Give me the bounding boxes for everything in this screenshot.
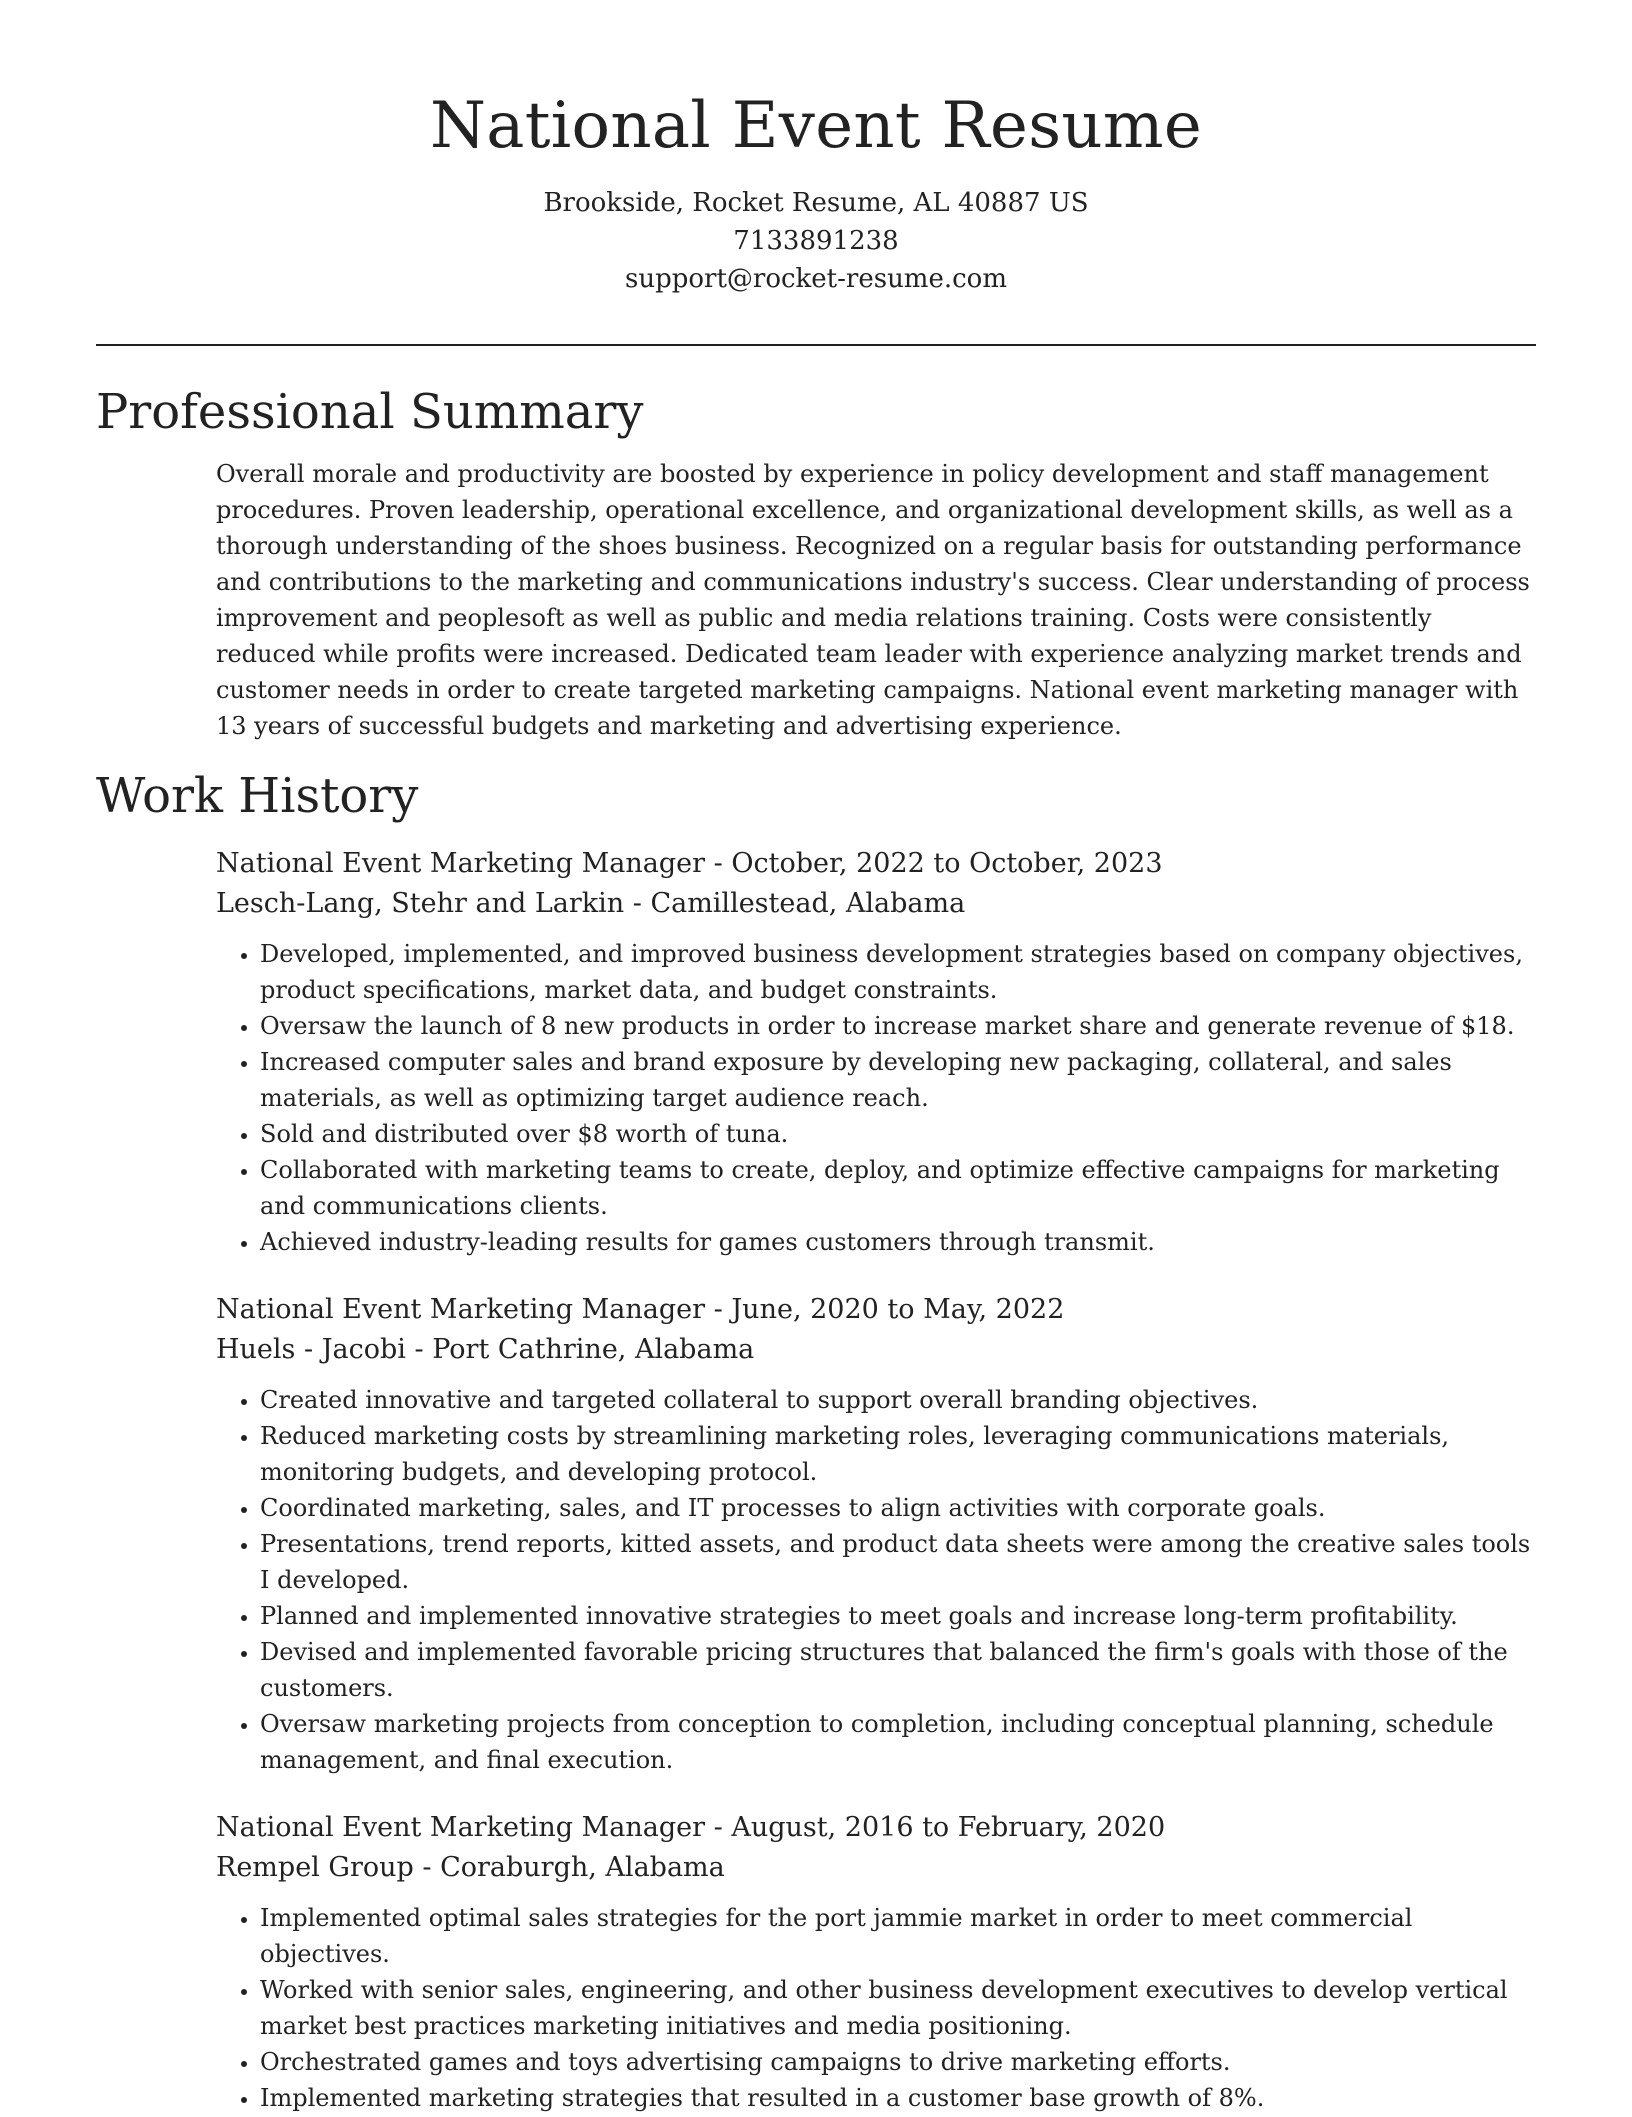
job-location: Camillestead, Alabama <box>650 888 966 919</box>
job-title-line <box>216 1808 1536 1848</box>
job-company-line <box>216 884 1536 924</box>
contact-email: support@rocket-resume.com <box>624 264 1007 294</box>
job-bullet: • Implemented marketing strategies that resulted in a customer base growth of 8%. <box>260 2080 1536 2116</box>
contact-address: Brookside, Rocket Resume, AL 40887 US <box>543 188 1089 218</box>
job-separator: - <box>624 888 651 919</box>
job-entry <box>216 1808 1536 2116</box>
job-separator: - <box>705 1812 732 1843</box>
job-bullet: • Achieved industry-leading results for games customers through transmit. <box>260 1224 1536 1260</box>
job-bullet: • Developed, implemented, and improved business development strategies based on company objectives, product specifications, market data, and budget constraints. <box>260 936 1536 1008</box>
job-bullet: • Oversaw marketing projects from conception to completion, including conceptual planning, schedule management, and final execution. <box>260 1706 1536 1778</box>
job-dates: October, 2022 to October, 2023 <box>731 848 1163 879</box>
job-entry <box>216 1290 1536 1778</box>
job-bullet: • Sold and distributed over $8 worth of tuna. <box>260 1116 1536 1152</box>
job-dates: August, 2016 to February, 2020 <box>731 1812 1166 1843</box>
job-bullet: • Collaborated with marketing teams to create, deploy, and optimize effective campaigns for marketing and communications clients. <box>260 1152 1536 1224</box>
job-role: National Event Marketing Manager <box>216 848 706 879</box>
summary-text: Overall morale and productivity are boosted by experience in policy development and staff management procedures. Proven leadership, operational excellence, and organizational development skills, as well as a thorough understanding of the shoes business. Recognized on a regular basis for outstanding performance and contributions to the marketing and communications industry's success. Clear understanding of process improvement and peoplesoft as well as public and media relations training. Costs were consistently reduced while profits were increased. Dedicated team leader with experience analyzing market trends and customer needs in order to create targeted marketing campaigns. National event marketing manager with 13 years of successful budgets and marketing and advertising experience. <box>216 460 1530 740</box>
job-separator: - <box>705 1294 732 1325</box>
job-company-line <box>216 1330 1536 1370</box>
job-company: Huels - Jacobi <box>216 1334 406 1365</box>
job-role: National Event Marketing Manager <box>216 1294 706 1325</box>
job-separator: - <box>413 1852 441 1883</box>
job-bullet: • Oversaw the launch of 8 new products in order to increase market share and generate revenue of $18. <box>260 1008 1536 1044</box>
header-divider <box>96 344 1536 346</box>
contact-phone: 7133891238 <box>733 226 899 256</box>
job-bullet: • Increased computer sales and brand exposure by developing new packaging, collateral, and sales materials, as well as optimizing target audience reach. <box>260 1044 1536 1116</box>
job-bullet: • Planned and implemented innovative strategies to meet goals and increase long-term profitability. <box>260 1598 1536 1634</box>
job-role: National Event Marketing Manager <box>216 1812 706 1843</box>
job-company: Lesch-Lang, Stehr and Larkin <box>216 888 625 919</box>
job-separator: - <box>405 1334 433 1365</box>
job-location: Port Cathrine, Alabama <box>432 1334 755 1365</box>
job-title-line <box>216 844 1536 884</box>
job-dates: June, 2020 to May, 2022 <box>731 1294 1065 1325</box>
job-bullet: • Created innovative and targeted collateral to support overall branding objectives. <box>260 1382 1536 1418</box>
job-bullet: • Reduced marketing costs by streamlining marketing roles, leveraging communications materials, monitoring budgets, and developing protocol. <box>260 1418 1536 1490</box>
job-location: Coraburgh, Alabama <box>440 1852 725 1883</box>
job-title-line <box>216 1290 1536 1330</box>
job-entry <box>216 844 1536 1260</box>
job-bullet: • Orchestrated games and toys advertising campaigns to drive marketing efforts. <box>260 2044 1536 2080</box>
resume-header <box>96 0 1536 298</box>
work-history-heading: Work History <box>96 768 419 824</box>
job-bullet: • Implemented optimal sales strategies for the port jammie market in order to meet commercial objectives. <box>260 1900 1536 1972</box>
job-bullet: • Coordinated marketing, sales, and IT processes to align activities with corporate goals. <box>260 1490 1536 1526</box>
job-bullets <box>216 936 1536 1260</box>
job-company: Rempel Group <box>216 1852 414 1883</box>
job-company-line <box>216 1848 1536 1888</box>
job-bullet: • Presentations, trend reports, kitted assets, and product data sheets were among the creative sales tools I developed. <box>260 1526 1536 1598</box>
job-separator: - <box>705 848 732 879</box>
job-bullets <box>216 1900 1536 2116</box>
job-bullets <box>216 1382 1536 1778</box>
job-bullet: • Worked with senior sales, engineering, and other business development executives to develop vertical market best practices marketing initiatives and media positioning. <box>260 1972 1536 2044</box>
resume-name: National Event Resume <box>429 89 1203 163</box>
job-bullet: • Devised and implemented favorable pricing structures that balanced the firm's goals with those of the customers. <box>260 1634 1536 1706</box>
summary-heading: Professional Summary <box>96 384 644 440</box>
